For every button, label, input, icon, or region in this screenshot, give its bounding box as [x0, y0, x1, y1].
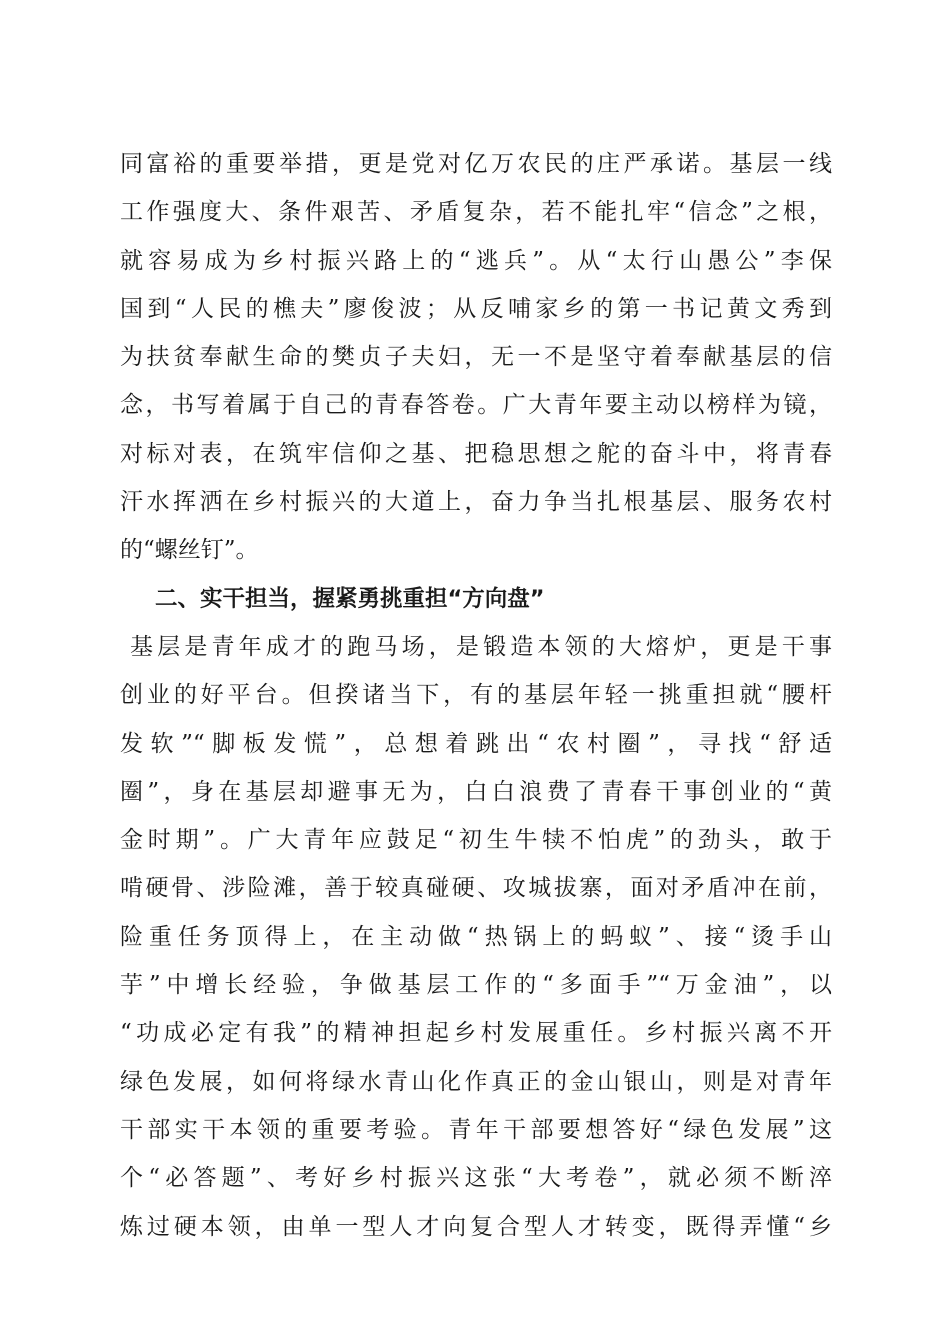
text-line: 绿色发展，如何将绿水青山化作真正的金山银山，则是对青年	[120, 1068, 832, 1095]
text-line: 念，书写着属于自己的青春答卷。广大青年要主动以榜样为镜，	[120, 392, 832, 419]
text-line: 芋”中增长经验，争做基层工作的“多面手”“万金油”，以	[120, 972, 832, 999]
paragraph-1	[120, 140, 832, 575]
text-line: 就容易成为乡村振兴路上的“逃兵”。从“太行山愚公”李保	[120, 247, 832, 274]
text-line: 基层是青年成才的跑马场，是锻造本领的大熔炉，更是干事	[130, 633, 832, 660]
text-line: 创业的好平台。但揆诸当下，有的基层年轻一挑重担就“腰杆	[120, 682, 832, 709]
text-line: 的“螺丝钉”。	[120, 537, 259, 564]
text-line: 个“必答题”、考好乡村振兴这张“大考卷”，就必须不断淬	[120, 1165, 832, 1192]
text-line: 险重任务顶得上，在主动做“热锅上的蚂蚁”、接“烫手山	[120, 923, 832, 950]
text-line: 为扶贫奉献生命的樊贞子夫妇，无一不是坚守着奉献基层的信	[120, 344, 832, 371]
text-line: 汗水挥洒在乡村振兴的大道上，奋力争当扎根基层、服务农村	[120, 489, 832, 516]
text-line: 国到“人民的樵夫”廖俊波；从反哺家乡的第一书记黄文秀到	[120, 295, 832, 322]
text-line: 干部实干本领的重要考验。青年干部要想答好“绿色发展”这	[120, 1116, 832, 1143]
text-line: 发软”“脚板发慌”，总想着跳出“农村圈”，寻找“舒适	[120, 730, 832, 757]
text-line: 炼过硬本领，由单一型人才向复合型人才转变，既得弄懂“乡	[120, 1213, 832, 1240]
text-line: 同富裕的重要举措，更是党对亿万农民的庄严承诺。基层一线	[120, 151, 832, 177]
text-line: “功成必定有我”的精神担起乡村发展重任。乡村振兴离不开	[120, 1020, 832, 1047]
text-line: 金时期”。广大青年应鼓足“初生牛犊不怕虎”的劲头，敢于	[120, 827, 832, 854]
section-heading: 二、实干担当，握紧勇挑重担“方向盘”	[155, 585, 545, 612]
paragraph-2	[120, 623, 832, 1251]
document-body	[120, 140, 832, 1251]
text-line: 啃硬骨、涉险滩，善于较真碰硬、攻城拔寨，面对矛盾冲在前，	[120, 875, 832, 902]
text-line: 工作强度大、条件艰苦、矛盾复杂，若不能扎牢“信念”之根，	[120, 199, 832, 226]
text-line: 圈”，身在基层却避事无为，白白浪费了青春干事创业的“黄	[120, 778, 832, 805]
text-line: 对标对表，在筑牢信仰之基、把稳思想之舵的奋斗中，将青春	[120, 440, 832, 467]
